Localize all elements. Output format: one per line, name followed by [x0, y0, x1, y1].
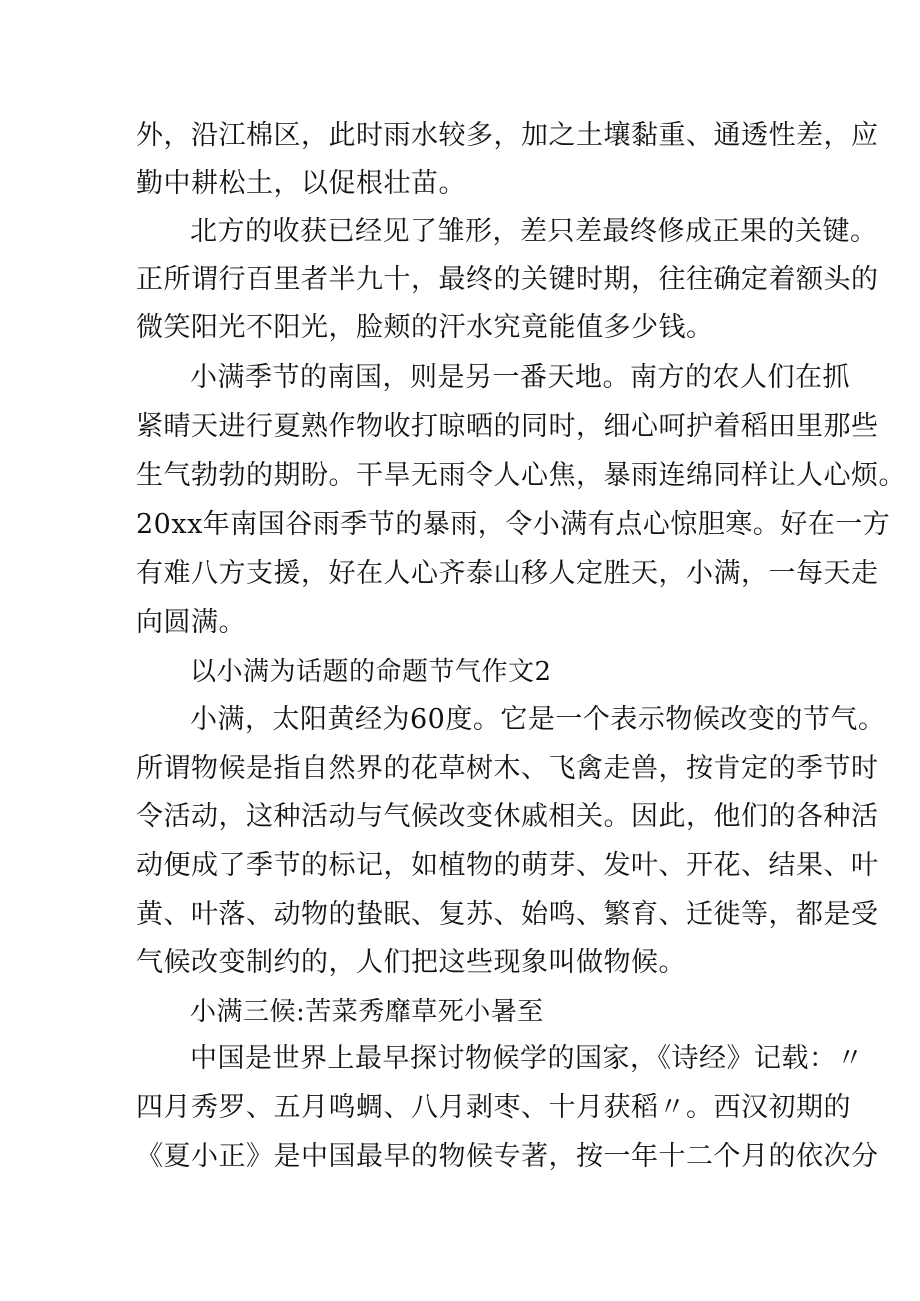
text-line: 勤中耕松土，以促根壮苗。: [136, 168, 466, 199]
section-heading: 以小满为话题的命题节气作文2: [190, 657, 552, 687]
text-line: 黄、叶落、动物的蛰眠、复苏、始鸣、繁育、迁徙等，都是受: [136, 899, 879, 930]
text-line: 北方的收获已经见了雏形，差只差最终修成正果的关键。: [190, 216, 878, 247]
text-line: 《夏小正》是中国最早的物候专著，按一年十二个月的依次分: [136, 1141, 879, 1172]
text-line: 令活动，这种活动与气候改变休戚相关。因此，他们的各种活: [136, 801, 879, 832]
text-line: 生气勃勃的期盼。干旱无雨令人心焦，暴雨连绵同样让人心烦。: [136, 460, 906, 491]
subheading: 小满三候:苦菜秀靡草死小暑至: [190, 997, 544, 1027]
text-line: 四月秀罗、五月鸣蜩、八月剥枣、十月获稻〃。西汉初期的: [136, 1092, 851, 1123]
text-line: 微笑阳光不阳光，脸颊的汗水究竟能值多少钱。: [136, 312, 714, 343]
text-line: 外，沿江棉区，此时雨水较多，加之土壤黏重、通透性差，应: [136, 120, 879, 151]
text-line: 气候改变制约的，人们把这些现象叫做物候。: [136, 947, 686, 978]
text-line: 所谓物候是指自然界的花草树木、飞禽走兽，按肯定的季节时: [136, 753, 879, 784]
text-line: 正所谓行百里者半九十，最终的关键时期，往往确定着额头的: [136, 264, 879, 295]
text-line: 中国是世界上最早探讨物候学的国家，《诗经》记载：〃: [190, 1043, 864, 1074]
text-line: 紧晴天进行夏熟作物收打晾晒的同时，细心呵护着稻田里那些: [136, 411, 879, 442]
text-line: 向圆满。: [136, 607, 246, 638]
text-line: 小满季节的南国，则是另一番天地。南方的农人们在抓: [190, 362, 850, 393]
text-line: 有难八方支援，好在人心齐泰山移人定胜天，小满，一每天走: [136, 558, 879, 589]
text-line: 动便成了季节的标记，如植物的萌芽、发叶、开花、结果、叶: [136, 850, 879, 881]
text-line: 小满，太阳黄经为60度。它是一个表示物候改变的节气。: [190, 704, 886, 735]
text-line: 20xx年南国谷雨季节的暴雨，令小满有点心惊胆寒。好在一方: [136, 509, 891, 540]
